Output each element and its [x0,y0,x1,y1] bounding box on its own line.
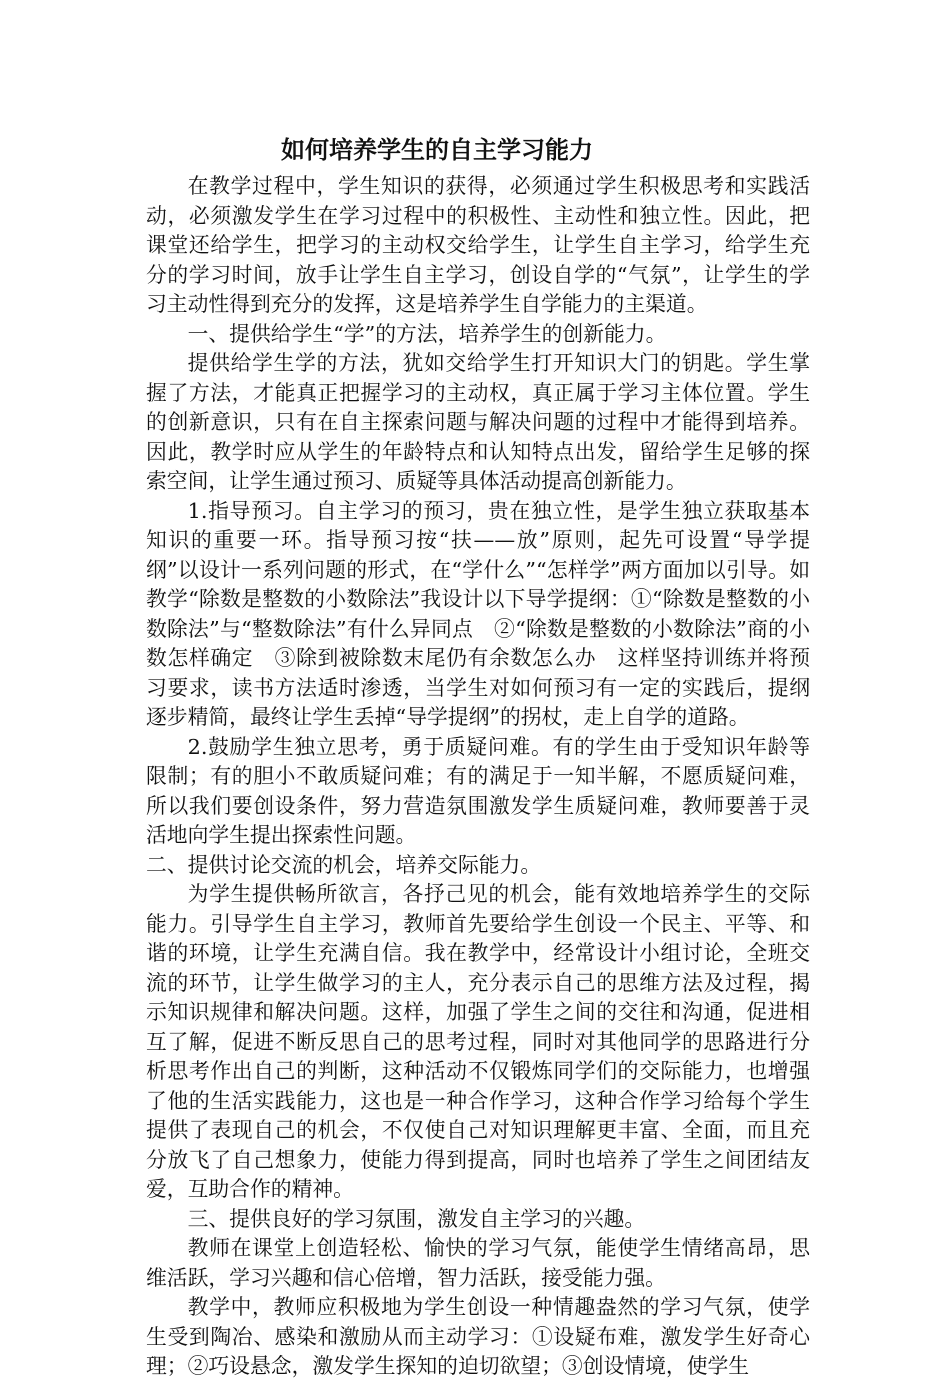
section-heading-3: 三、提供良好的学习氛围，激发自主学习的兴趣。 [187,1206,646,1231]
paragraph-discussion: 为学生提供畅所欲言，各抒己见的机会，能有效地培养学生的交际能力。引导学生自主学习，教师首先要给学生创设一个民主、平等、和谐的环境，让学生充满自信。我在教学中，经常设计小组讨论，全班交流的环节，让学生做学习的主人，充分表示自己的思维方法及过程，揭示知识规律和解决问题。这样，加强了学生之间的交往和沟通，促进相互了解，促进不断反思自己的思考过程，同时对其他同学的思路进行分析思考作出自己的判断，这种活动不仅锻炼同学们的交际能力，也增强了他的生活实践能力，这也是一种合作学习，这种合作学习给每个学生提供了表现自己的机会，不仅使自己对知识理解更丰富、全面，而且充分放飞了自己想象力，使能力得到提高，同时也培养了学生之间团结友爱，互助合作的精神。 [146,882,810,1201]
section-heading-2: 二、提供讨论交流的机会，培养交际能力。 [146,852,542,877]
section-heading-1: 一、提供给学生“学”的方法，培养学生的创新能力。 [187,321,667,346]
document-body [146,172,810,1382]
paragraph-preview: 1.指导预习。自主学习的预习，贵在独立性，是学生独立获取基本知识的重要一环。指导预习按“扶——放”原则，起先可设置“导学提纲”以设计一系列问题的形式，在“学什么”“怎样学”两方面加以引导。如教学“除数是整数的小数除法”我设计以下导学提纲：①“除数是整数的小数除法”与“整数除法”有什么异同点 ②“除数是整数的小数除法”商的小数怎样确定 ③除到被除数末尾仍有余数怎么办 这样坚持训练并将预习要求，读书方法适时渗透，当学生对如何预习有一定的实践后，提纲逐步精简，最终让学生丢掉“导学提纲”的拐杖，走上自学的道路。 [146,498,810,729]
paragraph-interest: 教学中，教师应积极地为学生创设一种情趣盎然的学习气氛，使学生受到陶冶、感染和激励从而主动学习：①设疑布难，激发学生好奇心理；②巧设悬念，激发学生探知的迫切欲望；③创设情境，使学生 [146,1295,810,1378]
document-title: 如何培养学生的自主学习能力 [281,136,593,164]
paragraph-intro: 在教学过程中，学生知识的获得，必须通过学生积极思考和实践活动，必须激发学生在学习过程中的积极性、主动性和独立性。因此，把课堂还给学生，把学习的主动权交给学生，让学生自主学习，给学生充分的学习时间，放手让学生自主学习，创设自学的“气氛”，让学生的学习主动性得到充分的发挥，这是培养学生自学能力的主渠道。 [146,174,810,316]
paragraph-methods: 提供给学生学的方法，犹如交给学生打开知识大门的钥匙。学生掌握了方法，才能真正把握学习的主动权，真正属于学习主体位置。学生的创新意识，只有在自主探索问题与解决问题的过程中才能得到培养。因此，教学时应从学生的年龄特点和认知特点出发，留给学生足够的探索空间，让学生通过预习、质疑等具体活动提高创新能力。 [146,351,810,493]
paragraph-questioning: 2.鼓励学生独立思考，勇于质疑问难。有的学生由于受知识年龄等限制；有的胆小不敢质疑问难；有的满足于一知半解，不愿质疑问难，所以我们要创设条件，努力营造氛围激发学生质疑问难，教师要善于灵活地向学生提出探索性问题。 [146,734,810,847]
paragraph-atmosphere: 教师在课堂上创造轻松、愉快的学习气氛，能使学生情绪高昂，思维活跃，学习兴趣和信心倍增，智力活跃，接受能力强。 [146,1236,810,1290]
